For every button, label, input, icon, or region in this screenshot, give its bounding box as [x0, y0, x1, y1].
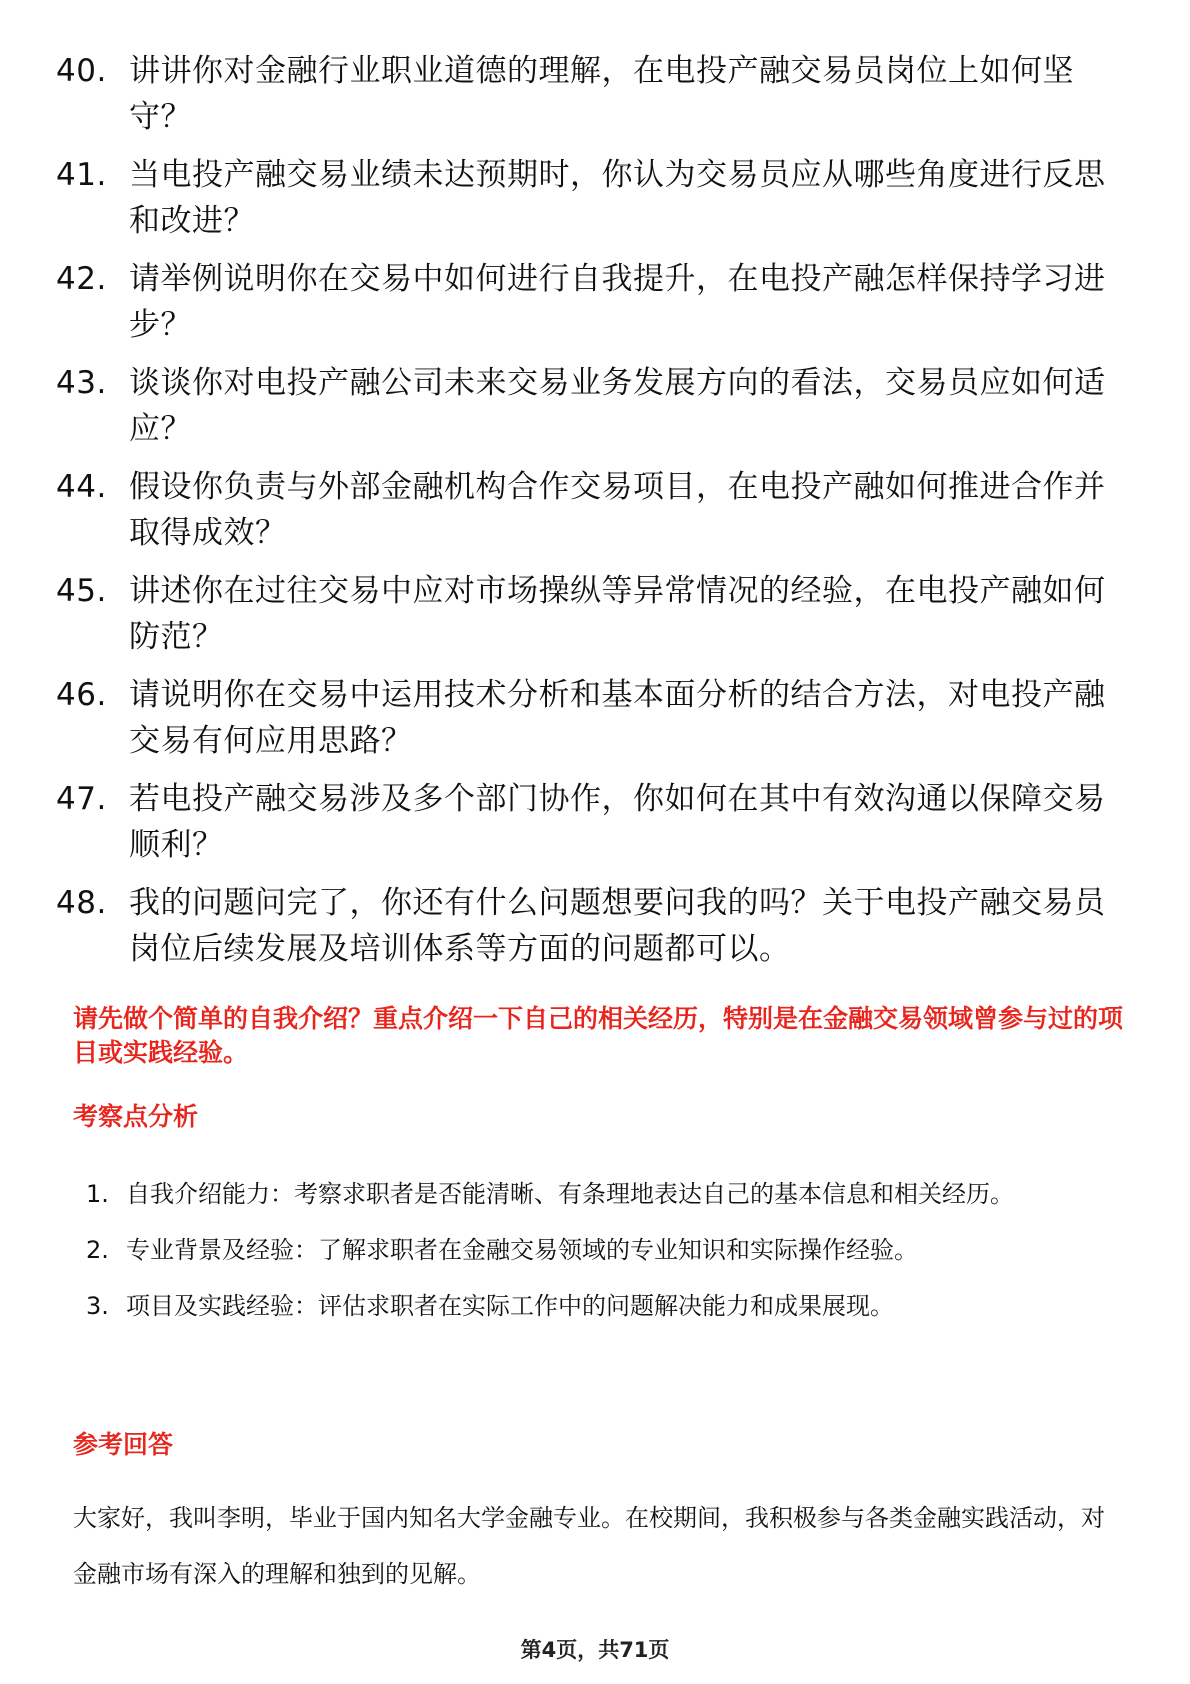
- question-text: 假设你负责与外部金融机构合作交易项目，在电投产融如何推进合作并取得成效？: [129, 469, 1106, 551]
- list-item: [56, 776, 1136, 868]
- point-text: 专业背景及经验：了解求职者在金融交易领域的专业知识和实际操作经验。: [126, 1236, 918, 1264]
- question-text: 请举例说明你在交易中如何进行自我提升，在电投产融怎样保持学习进步？: [129, 261, 1106, 343]
- point-number: 2.: [86, 1236, 109, 1264]
- question-number: 44.: [56, 469, 107, 505]
- list-item: [56, 464, 1136, 556]
- point-number: 3.: [86, 1292, 109, 1320]
- question-number: 47.: [56, 781, 107, 817]
- question-text: 讲述你在过往交易中应对市场操纵等异常情况的经验，在电投产融如何防范？: [129, 573, 1106, 655]
- question-number: 43.: [56, 365, 107, 401]
- list-item: [86, 1278, 1126, 1334]
- page-footer: 第4页，共71页: [520, 1638, 670, 1662]
- question-text: 若电投产融交易涉及多个部门协作，你如何在其中有效沟通以保障交易顺利？: [129, 781, 1106, 863]
- list-item: [56, 256, 1136, 348]
- point-text: 项目及实践经验：评估求职者在实际工作中的问题解决能力和成果展现。: [126, 1292, 894, 1320]
- list-item: [86, 1222, 1126, 1278]
- question-text: 谈谈你对电投产融公司未来交易业务发展方向的看法，交易员应如何适应？: [129, 365, 1106, 447]
- answer-paragraph: 大家好，我叫李明，毕业于国内知名大学金融专业。在校期间，我积极参与各类金融实践活动，对金融市场有深入的理解和独到的见解。: [73, 1504, 1105, 1588]
- analysis-heading: 考察点分析: [73, 1102, 199, 1131]
- question-number: 46.: [56, 677, 107, 713]
- question-text: 我的问题问完了，你还有什么问题想要问我的吗？关于电投产融交易员岗位后续发展及培训体系等方面的问题都可以。: [129, 885, 1106, 967]
- list-item: [56, 880, 1136, 972]
- question-text: 讲讲你对金融行业职业道德的理解，在电投产融交易员岗位上如何坚守？: [129, 53, 1074, 135]
- question-number: 48.: [56, 885, 107, 921]
- list-item: [56, 152, 1136, 244]
- question-number: 45.: [56, 573, 107, 609]
- list-item: [56, 360, 1136, 452]
- list-item: [86, 1166, 1126, 1222]
- point-text: 自我介绍能力：考察求职者是否能清晰、有条理地表达自己的基本信息和相关经历。: [126, 1180, 1014, 1208]
- list-item: [56, 48, 1136, 140]
- question-text: 请说明你在交易中运用技术分析和基本面分析的结合方法，对电投产融交易有何应用思路？: [129, 677, 1106, 759]
- question-list: [56, 48, 1136, 984]
- analysis-points-list: [86, 1166, 1126, 1334]
- question-number: 42.: [56, 261, 107, 297]
- list-item: [56, 672, 1136, 764]
- question-number: 41.: [56, 157, 107, 193]
- answer-heading: 参考回答: [73, 1430, 174, 1459]
- point-number: 1.: [86, 1180, 109, 1208]
- list-item: [56, 568, 1136, 660]
- section-question-heading: 请先做个简单的自我介绍？重点介绍一下自己的相关经历，特别是在金融交易领域曾参与过的项目或实践经验。: [73, 1004, 1124, 1067]
- question-number: 40.: [56, 53, 107, 89]
- question-text: 当电投产融交易业绩未达预期时，你认为交易员应从哪些角度进行反思和改进？: [129, 157, 1106, 239]
